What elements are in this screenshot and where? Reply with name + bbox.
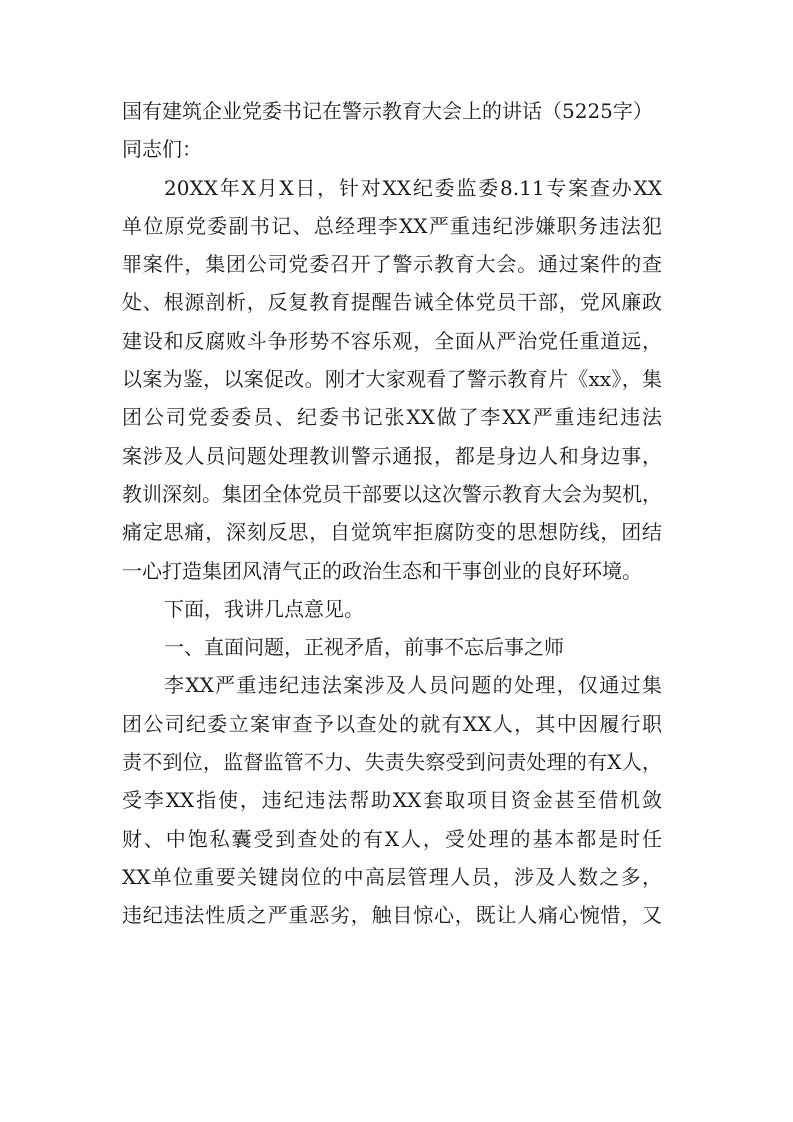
section-heading: 一、直面问题，正视矛盾，前事不忘后事之师 (164, 635, 564, 660)
paragraph-line: XX单位重要关键岗位的中高层管理人员，涉及人数之多， (122, 864, 662, 889)
paragraph-line: 教训深刻。集团全体党员干部要以这次警示教育大会为契机， (122, 481, 662, 506)
salutation: 同志们： (122, 137, 202, 162)
paragraph-line: 一心打造集团风清气正的政治生态和干事创业的良好环境。 (122, 558, 642, 583)
paragraph-line: 痛定思痛，深刻反思，自觉筑牢拒腐防变的思想防线，团结 (122, 520, 662, 545)
paragraph-line: 团公司纪委立案审查予以查处的就有XX人，其中因履行职 (122, 711, 662, 736)
paragraph-line: 单位原党委副书记、总经理李XX严重违纪涉嫌职务违法犯 (122, 213, 662, 238)
paragraph-line: 处、根源剖析，反复教育提醒告诫全体党员干部，党风廉政 (122, 290, 662, 315)
paragraph-line: 建设和反腐败斗争形势不容乐观，全面从严治党任重道远， (122, 328, 662, 353)
speech-text (122, 92, 662, 935)
paragraph-line: 财、中饱私囊受到查处的有X人，受处理的基本都是时任 (122, 826, 662, 851)
paragraph-line: 团公司党委委员、纪委书记张XX做了李XX严重违纪违法 (122, 405, 662, 430)
document-title: 国有建筑企业党委书记在警示教育大会上的讲话（5225字） (122, 99, 653, 123)
paragraph-line: 罪案件，集团公司党委召开了警示教育大会。通过案件的查 (122, 252, 662, 277)
paragraph-line: 违纪违法性质之严重恶劣，触目惊心，既让人痛心惋惜，又 (122, 903, 662, 928)
paragraph-line: 以案为鉴，以案促改。刚才大家观看了警示教育片《xx》，集 (122, 367, 662, 392)
paragraph-line: 下面，我讲几点意见。 (164, 596, 364, 621)
paragraph-line: 受李XX指使，违纪违法帮助XX套取项目资金甚至借机敛 (122, 788, 662, 813)
paragraph-line: 案涉及人员问题处理教训警示通报，都是身边人和身边事， (122, 443, 662, 468)
paragraph-line: 20XX年X月X日，针对XX纪委监委8.11专案查办XX (164, 175, 662, 200)
paragraph-line: 责不到位，监督监管不力、失责失察受到问责处理的有X人， (122, 750, 662, 775)
paragraph-line: 李XX严重违纪违法案涉及人员问题的处理，仅通过集 (164, 673, 662, 698)
